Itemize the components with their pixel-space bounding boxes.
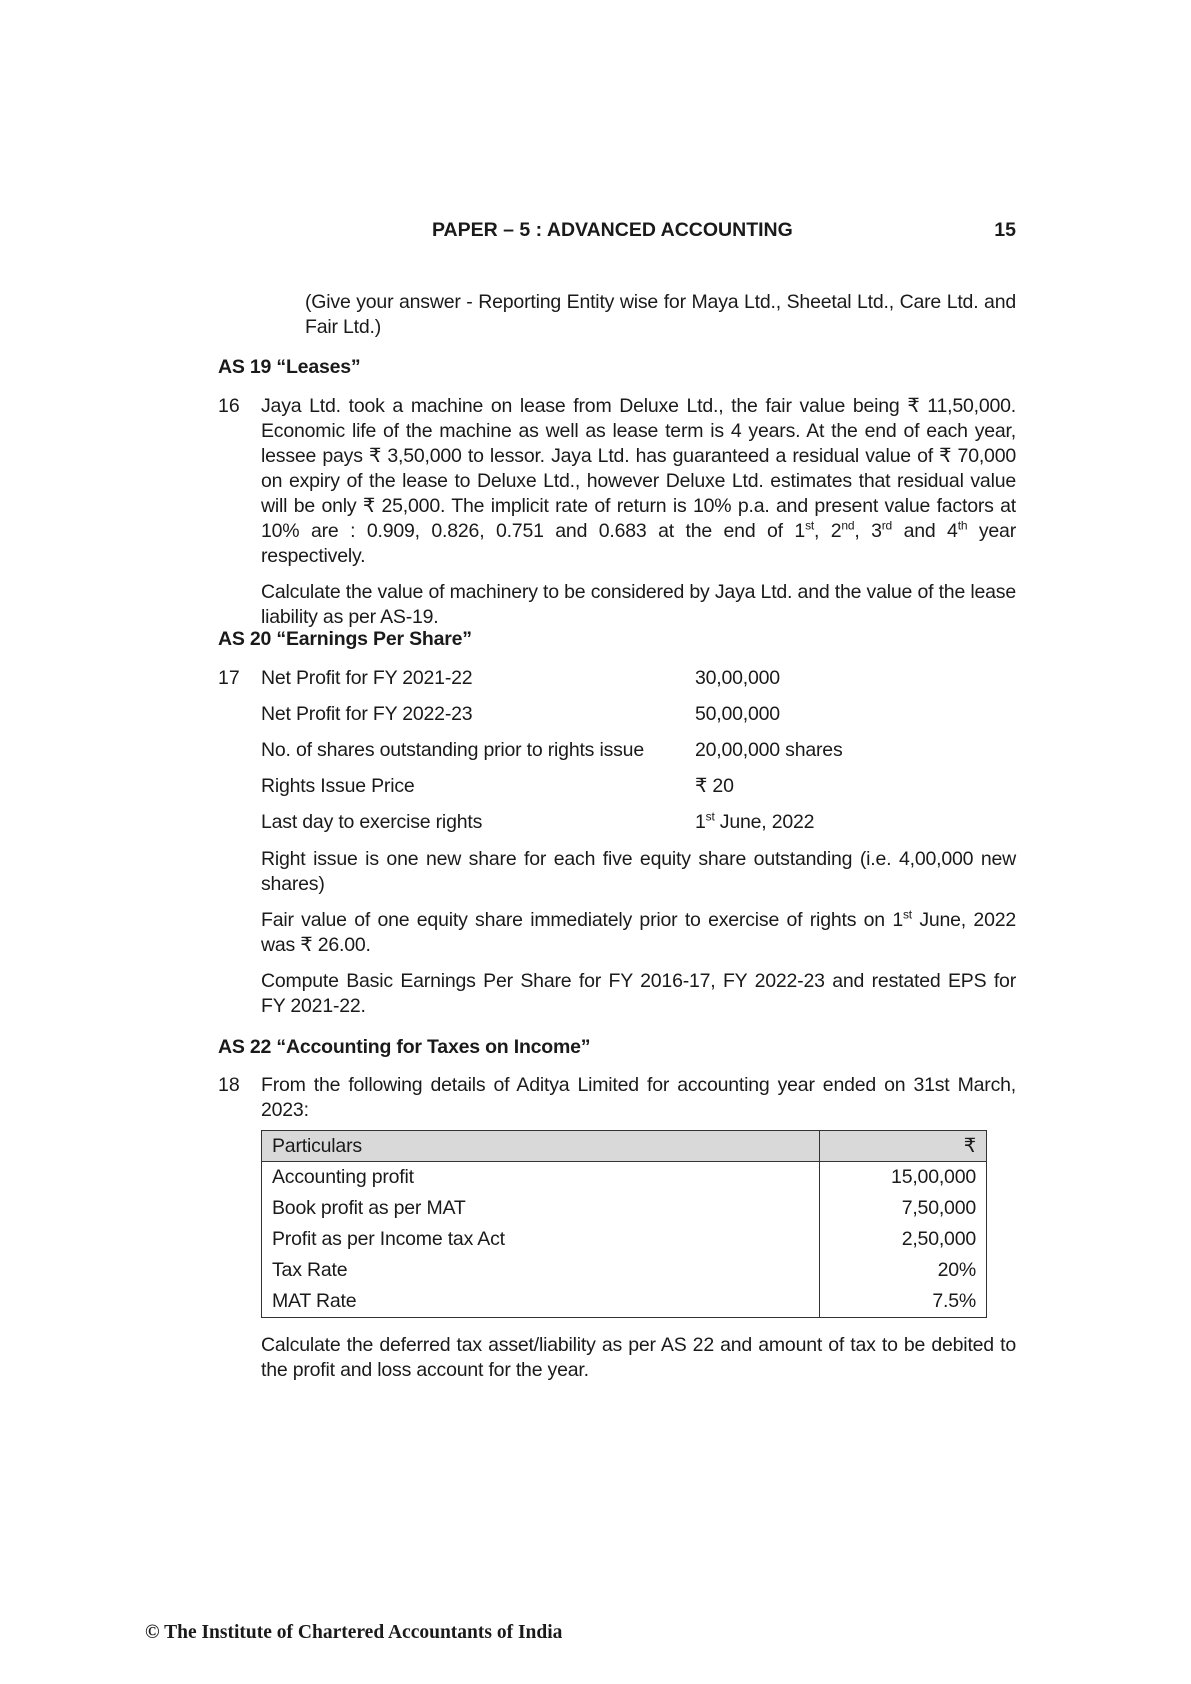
question-18-conclusion xyxy=(261,1333,1016,1383)
eps-row-value: 50,00,000 xyxy=(695,703,780,725)
question-17-para3: Compute Basic Earnings Per Share for FY 2016-17, FY 2022-23 and restated EPS for FY 2021-22. xyxy=(261,970,1016,1017)
table-row xyxy=(262,1193,987,1224)
tax-col-particulars: Particulars xyxy=(262,1131,820,1162)
eps-row xyxy=(261,738,1016,764)
table-row xyxy=(262,1255,987,1286)
question-17-body xyxy=(261,847,1016,1019)
tax-row-value: 15,00,000 xyxy=(820,1162,987,1194)
eps-row xyxy=(261,810,1016,836)
eps-row-value: ₹ 20 xyxy=(695,775,734,797)
question-16-para1: Jaya Ltd. took a machine on lease from Deluxe Ltd., the fair value being ₹ 11,50,000. Economic life of the machine as well as lease term is 4 years. At the end of each year, lessee pays ₹ 3,50,000 to lessor. Jaya Ltd. has guaranteed a residual value of ₹ 70,000 on expiry of the lease to Deluxe Ltd., however Deluxe Ltd. estimates that residual value will be only ₹ 25,000. The implicit rate of return is 10% p.a. and present value factors at 10% are : 0.909, 0.826, 0.751 and 0.683 at the end of 1st, 2nd, 3rd and 4th year respectively. xyxy=(261,395,1016,567)
question-18-para2: Calculate the deferred tax asset/liability as per AS 22 and amount of tax to be debited to the profit and loss account for the year. xyxy=(261,1334,1016,1381)
tax-row-value: 2,50,000 xyxy=(820,1224,987,1255)
eps-row xyxy=(261,702,1016,728)
table-row xyxy=(262,1224,987,1255)
question-18-body xyxy=(261,1073,1016,1123)
question-16-body xyxy=(261,394,1016,630)
intro-paragraph xyxy=(305,290,1016,340)
tax-row-label: MAT Rate xyxy=(262,1286,820,1318)
tax-table-header xyxy=(262,1131,987,1162)
eps-row-value: 30,00,000 xyxy=(695,667,780,689)
tax-row-value: 20% xyxy=(820,1255,987,1286)
eps-row-label: Rights Issue Price xyxy=(261,775,415,797)
tax-row-value: 7.5% xyxy=(820,1286,987,1318)
eps-row xyxy=(261,774,1016,800)
table-row xyxy=(262,1286,987,1318)
question-17-para1: Right issue is one new share for each five equity share outstanding (i.e. 4,00,000 new shares) xyxy=(261,848,1016,895)
eps-row-label: Net Profit for FY 2021-22 xyxy=(261,667,473,689)
tax-row-label: Accounting profit xyxy=(262,1162,820,1194)
intro-text: (Give your answer - Reporting Entity wise for Maya Ltd., Sheetal Ltd., Care Ltd. and Fair Ltd.) xyxy=(305,291,1016,338)
eps-row-label: Net Profit for FY 2022-23 xyxy=(261,703,473,725)
page-number: 15 xyxy=(994,219,1016,241)
question-17-number: 17 xyxy=(218,667,240,689)
question-18-para1: From the following details of Aditya Limited for accounting year ended on 31st March, 2023: xyxy=(261,1074,1016,1121)
question-17-para2: Fair value of one equity share immediately prior to exercise of rights on 1st June, 2022 was ₹ 26.00. xyxy=(261,907,1017,956)
as22-heading: AS 22 “Accounting for Taxes on Income” xyxy=(218,1036,591,1058)
tax-row-label: Tax Rate xyxy=(262,1255,820,1286)
question-18-number: 18 xyxy=(218,1074,240,1096)
footer-copyright: © The Institute of Chartered Accountants of India xyxy=(145,1622,563,1643)
eps-row-value: 20,00,000 shares xyxy=(695,739,843,761)
tax-col-amount: ₹ xyxy=(820,1131,987,1162)
tax-row-label: Profit as per Income tax Act xyxy=(262,1224,820,1255)
table-row xyxy=(262,1162,987,1194)
question-16-para2: Calculate the value of machinery to be considered by Jaya Ltd. and the value of the lease liability as per AS-19. xyxy=(261,581,1016,628)
tax-row-value: 7,50,000 xyxy=(820,1193,987,1224)
page-header xyxy=(218,218,1016,244)
eps-row-label: No. of shares outstanding prior to rights issue xyxy=(261,739,644,761)
tax-row-label: Book profit as per MAT xyxy=(262,1193,820,1224)
as20-heading: AS 20 “Earnings Per Share” xyxy=(218,628,472,650)
eps-row-label: Last day to exercise rights xyxy=(261,811,483,833)
question-16-number: 16 xyxy=(218,395,240,417)
eps-row xyxy=(261,666,1016,692)
as19-heading: AS 19 “Leases” xyxy=(218,356,361,378)
eps-row-value: 1st June, 2022 xyxy=(695,809,815,833)
page-title: PAPER – 5 : ADVANCED ACCOUNTING xyxy=(432,219,793,241)
tax-table xyxy=(261,1130,987,1318)
